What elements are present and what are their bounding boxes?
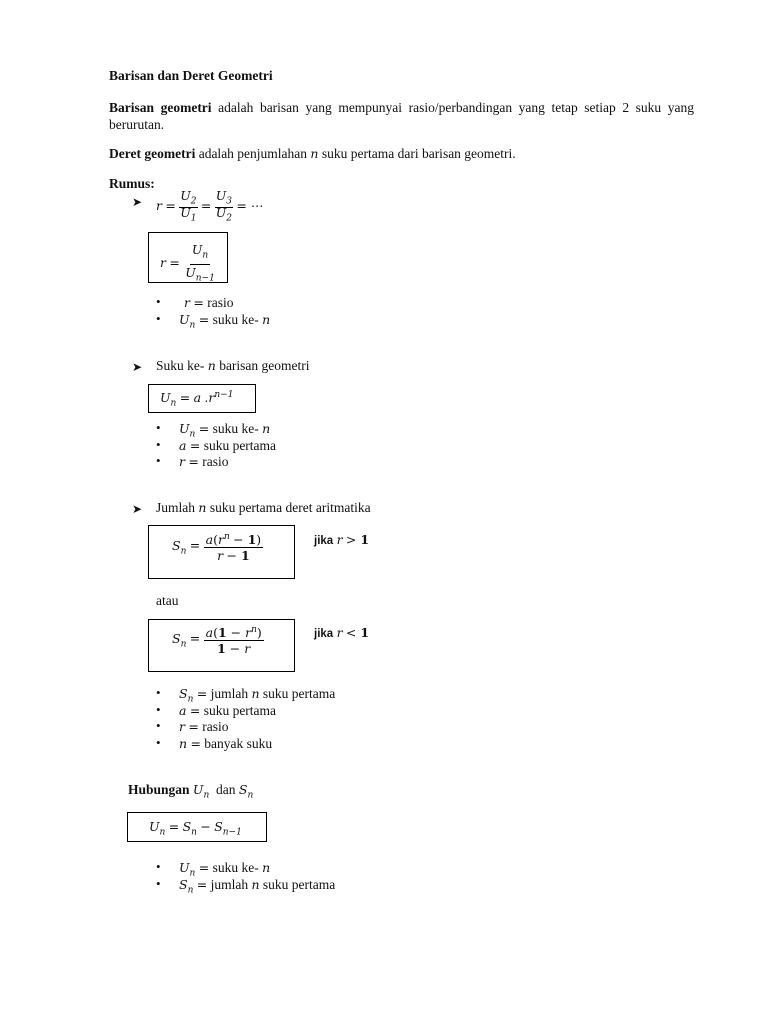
- ratio-formula-box: r = $\frac{U_n}{U_{n-1}}$: [148, 232, 228, 283]
- bullet-icon: •: [156, 718, 161, 733]
- bullet-icon: •: [156, 735, 161, 750]
- arrow-bullet-icon: ➤: [132, 502, 143, 516]
- list-item: $U_n$ = suku ke- n: [179, 860, 271, 879]
- section-heading-hubungan: Hubungan $U_n$ dan $S_n$: [128, 782, 254, 801]
- sum-formula-box-1: $S_n$ = $\frac{a(r^n - 1)}{r - 1}$: [148, 525, 295, 579]
- list-item: $S_n$ = jumlah n suku pertama: [179, 686, 336, 705]
- bullet-icon: •: [156, 311, 161, 326]
- bullet-icon: •: [156, 859, 161, 874]
- bullet-icon: •: [156, 702, 161, 717]
- relation-formula-box: $U_n = S_n - S_{n-1}$: [127, 812, 267, 842]
- ratio-chain-formula: r = $\frac{U_2}{U_1}$ = $\frac{U_3}{U_2}$ = ⋯: [156, 188, 264, 223]
- list-item: $U_n$ = suku ke- n: [179, 312, 271, 331]
- bullet-icon: •: [156, 453, 161, 468]
- bullet-icon: •: [156, 437, 161, 452]
- section-heading-suku: Suku ke- n barisan geometri: [156, 358, 310, 373]
- arrow-bullet-icon: ➤: [132, 195, 143, 209]
- list-item: $S_n$ = jumlah n suku pertama: [179, 877, 336, 896]
- definition-barisan: Barisan geometri adalah barisan yang mempunyai rasio/perbandingan yang tetap setiap 2 suku yang berurutan.: [109, 100, 694, 132]
- rumus-label: Rumus:: [109, 176, 155, 191]
- list-item: $U_n$ = suku ke- n: [179, 421, 271, 440]
- list-item: a = suku pertama: [179, 703, 277, 718]
- definition-deret: Deret geometri adalah penjumlahan n suku pertama dari barisan geometri.: [109, 146, 516, 161]
- condition-1: jika r > 1: [314, 532, 370, 547]
- nth-term-formula-box: $U_n = a$ $.r^{n-1}$: [148, 384, 256, 413]
- sum-formula-box-2: $S_n$ = $\frac{a(1 - r^n)}{1 - r}$: [148, 619, 295, 672]
- atau-text: atau: [156, 593, 179, 608]
- list-item: n = banyak suku: [179, 736, 273, 751]
- list-item: r = rasio: [179, 454, 229, 469]
- bullet-icon: •: [156, 294, 161, 309]
- list-item: a = suku pertama: [179, 438, 277, 453]
- condition-2: jika r < 1: [314, 625, 370, 640]
- page-title: Barisan dan Deret Geometri: [109, 68, 273, 83]
- list-item: r = rasio: [179, 719, 229, 734]
- bullet-icon: •: [156, 420, 161, 435]
- section-heading-jumlah: Jumlah n suku pertama deret aritmatika: [156, 500, 371, 515]
- list-item: r = rasio: [184, 295, 234, 310]
- bullet-icon: •: [156, 876, 161, 891]
- bullet-icon: •: [156, 685, 161, 700]
- arrow-bullet-icon: ➤: [132, 360, 143, 374]
